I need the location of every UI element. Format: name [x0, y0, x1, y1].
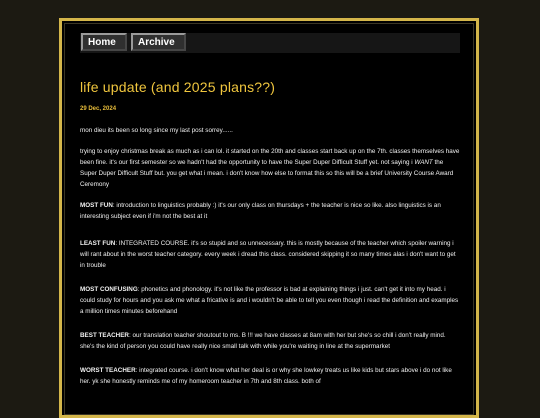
paragraph-text: the Super Duper Difficult Stuff but. you get what i mean. i don't know how else to format this so this will be a brief University Course Award Ceremony — [80, 159, 454, 188]
least-fun-paragraph — [80, 238, 460, 271]
blog-post — [80, 78, 460, 387]
award-text: : INTEGRATED COURSE. it's so stupid and so unnecessary. this is mostly because of the teacher which spoiler warning i will rant about in the worst teacher category. every week i dread this class. considered skipping it so many times alas i don't want to get in trouble — [80, 240, 456, 269]
award-text: : phonetics and phonology. it's not like the professor is bad at explaining things i just. can't get it into my head. i could study for hours and you ask me what a fricative is and i wouldn't be able to tell you even though i read the definition and examples a million times minutes beforehand — [80, 286, 459, 315]
most-fun-paragraph — [80, 200, 460, 222]
home-button[interactable]: Home — [81, 33, 127, 51]
emphasis-text: WANT — [414, 159, 433, 166]
award-label: WORST TEACHER — [80, 367, 136, 374]
nav-bar — [80, 33, 460, 53]
paragraph-text: trying to enjoy christmas break as much as i can lol. it started on the 20th and classes start back up on the 7th. classes themselves have been fine. it's our first semester so we hadn't had the opportunity to have the Super Duper Difficult Stuff yet. not saying i — [80, 148, 460, 166]
award-label: LEAST FUN — [80, 240, 116, 247]
award-label: MOST FUN — [80, 202, 113, 209]
archive-button[interactable]: Archive — [131, 33, 186, 51]
award-label: MOST CONFUSING — [80, 286, 138, 293]
most-confusing-paragraph — [80, 284, 460, 317]
worst-teacher-paragraph — [80, 365, 460, 387]
post-date: 29 Dec, 2024 — [80, 106, 117, 112]
best-teacher-paragraph — [80, 330, 460, 352]
award-text: : integrated course. i don't know what her deal is or why she lowkey treats us like kids but stars above i do not like her. yk she honestly reminds me of my homeroom teacher in 7th and 8th class. both of — [80, 367, 452, 385]
award-text: : introduction to linguistics probably :) it's our only class on thursdays + the teacher is nice so like. also linguistics is an interesting subject even if i'm not the best at it — [80, 202, 441, 220]
award-label: BEST TEACHER — [80, 332, 129, 339]
post-title: life update (and 2025 plans??) — [80, 79, 276, 95]
intro-paragraph: mon dieu its been so long since my last post sorrey...... — [80, 127, 233, 134]
award-text: : our translation teacher shoutout to ms. B !!! we have classes at 8am with her but she's so chill i don't really mind. she's the kind of person you could have really nice small talk with while you're waiting in line at the supermarket — [80, 332, 446, 350]
christmas-break-paragraph — [80, 146, 460, 190]
